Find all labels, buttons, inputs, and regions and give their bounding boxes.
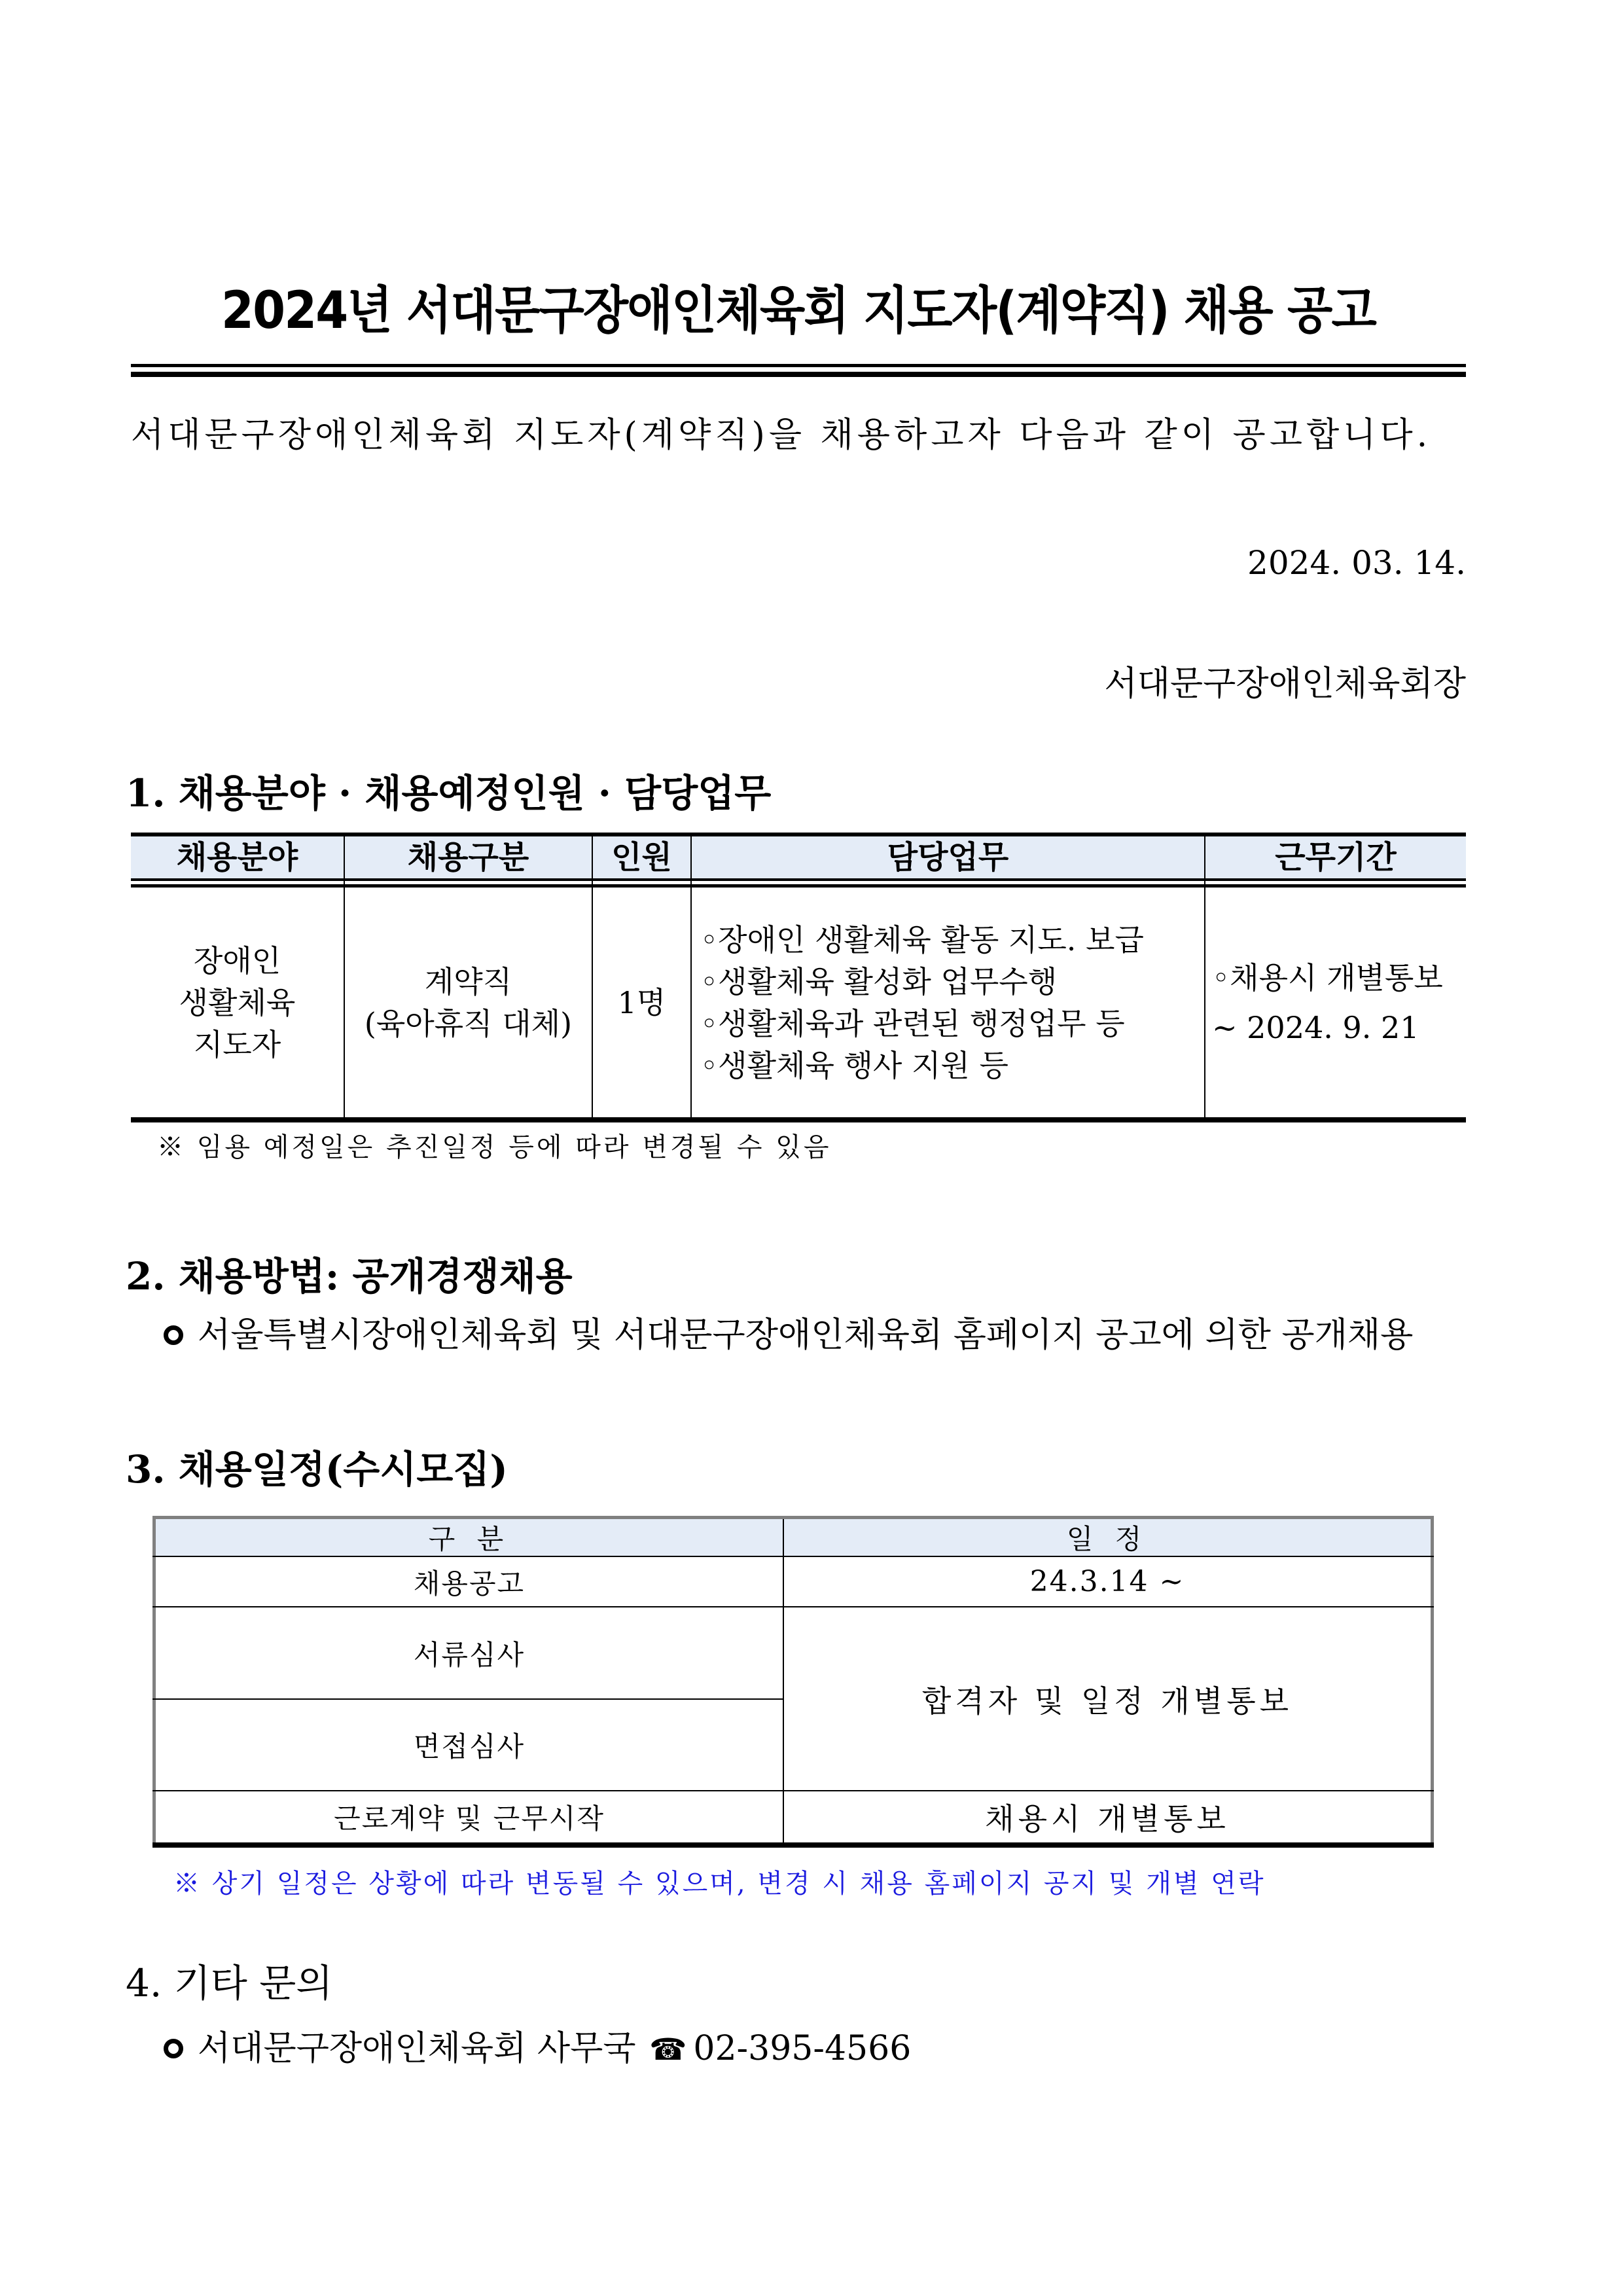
bullet-text: 서울특별시장애인체육회 및 서대문구장애인체육회 홈페이지 공고에 의한 공개채용: [198, 1316, 1414, 1355]
row-label: 서류심사: [413, 1638, 526, 1671]
period-line: ◦채용시 개별통보: [1212, 960, 1443, 996]
row-label: 채용공고: [413, 1567, 526, 1600]
header-schedule: 일 정: [1066, 1523, 1149, 1555]
section3-note: ※ 상기 일정은 상황에 따라 변동될 수 있으며, 변경 시 채용 홈페이지 공지 및 개별 연락: [173, 1869, 1266, 1899]
telephone-icon: ☎: [649, 2032, 687, 2067]
cell-duties: [700, 888, 1204, 1117]
header-rule: [131, 878, 1466, 881]
header-category: 구 분: [428, 1523, 510, 1555]
cell-period: [1212, 888, 1466, 1117]
table-bottom-rule: [131, 1117, 1466, 1122]
count-value: 1명: [617, 984, 666, 1020]
section2-heading: 2. 채용방법: 공개경쟁채용: [126, 1254, 573, 1299]
title-rule-top: [131, 364, 1466, 367]
row-label: 근로계약 및 근무시작: [334, 1803, 605, 1835]
header-field: 채용분야: [176, 839, 298, 876]
period-line: ~ 2024. 9. 21: [1212, 1009, 1419, 1045]
phone-number: 02-395-4566: [693, 2029, 912, 2068]
contact-office: 서대문구장애인체육회 사무국: [198, 2029, 636, 2068]
section4-contact: [164, 2026, 911, 2072]
type-line: (육아휴직 대체): [364, 1005, 573, 1041]
section2-bullet: [164, 1312, 1413, 1358]
field-line: 지도자: [193, 1026, 281, 1062]
header-period: 근무기간: [1275, 839, 1397, 876]
header-duties: 담당업무: [887, 839, 1009, 876]
type-line: 계약직: [424, 963, 512, 999]
duty-item: ◦생활체육 활성화 업무수행: [700, 963, 1058, 999]
section1-note: ※ 임용 예정일은 추진일정 등에 따라 변경될 수 있음: [157, 1132, 832, 1162]
field-line: 장애인: [193, 942, 281, 978]
duty-item: ◦장애인 생활체육 활동 지도. 보급: [700, 922, 1144, 958]
field-line: 생활체육: [179, 984, 296, 1020]
header-count: 인원: [611, 839, 672, 876]
duty-item: ◦생활체육과 관련된 행정업무 등: [700, 1005, 1125, 1041]
column-divider: [690, 836, 692, 1118]
title-rule-bottom: [131, 372, 1466, 377]
duty-item: ◦생활체육 행사 지원 등: [700, 1047, 1008, 1083]
cell-field: [131, 888, 344, 1117]
schedule-table: [152, 1516, 1434, 1846]
cell-count: [593, 888, 690, 1117]
section4-heading: 4. 기타 문의: [126, 1961, 333, 2005]
page-title: 2024년 서대문구장애인체육회 지도자(계약직) 채용 공고: [221, 281, 1376, 340]
signature: 서대문구장애인체육회장: [1104, 664, 1466, 704]
recruitment-table: [131, 833, 1466, 1124]
announcement-date: 2024. 03. 14.: [1247, 544, 1466, 582]
row-value: 24.3.14 ~: [1029, 1565, 1185, 1598]
circle-bullet-icon: [164, 2039, 183, 2058]
row-value: 합격자 및 일정 개별통보: [921, 1683, 1293, 1719]
section1-heading: 1. 채용분야 · 채용예정인원 · 담당업무: [126, 771, 772, 816]
circle-bullet-icon: [164, 1325, 183, 1345]
row-label: 면접심사: [413, 1731, 526, 1763]
cell-type: [345, 888, 592, 1117]
intro-text: 서대문구장애인체육회 지도자(계약직)을 채용하고자 다음과 같이 공고합니다.: [131, 416, 1432, 455]
column-divider: [1204, 836, 1205, 1118]
row-value: 채용시 개별통보: [985, 1801, 1230, 1837]
header-type: 채용구분: [407, 839, 529, 876]
table-bottom-rule: [152, 1842, 1434, 1848]
section3-heading: 3. 채용일정(수시모집): [126, 1447, 508, 1492]
